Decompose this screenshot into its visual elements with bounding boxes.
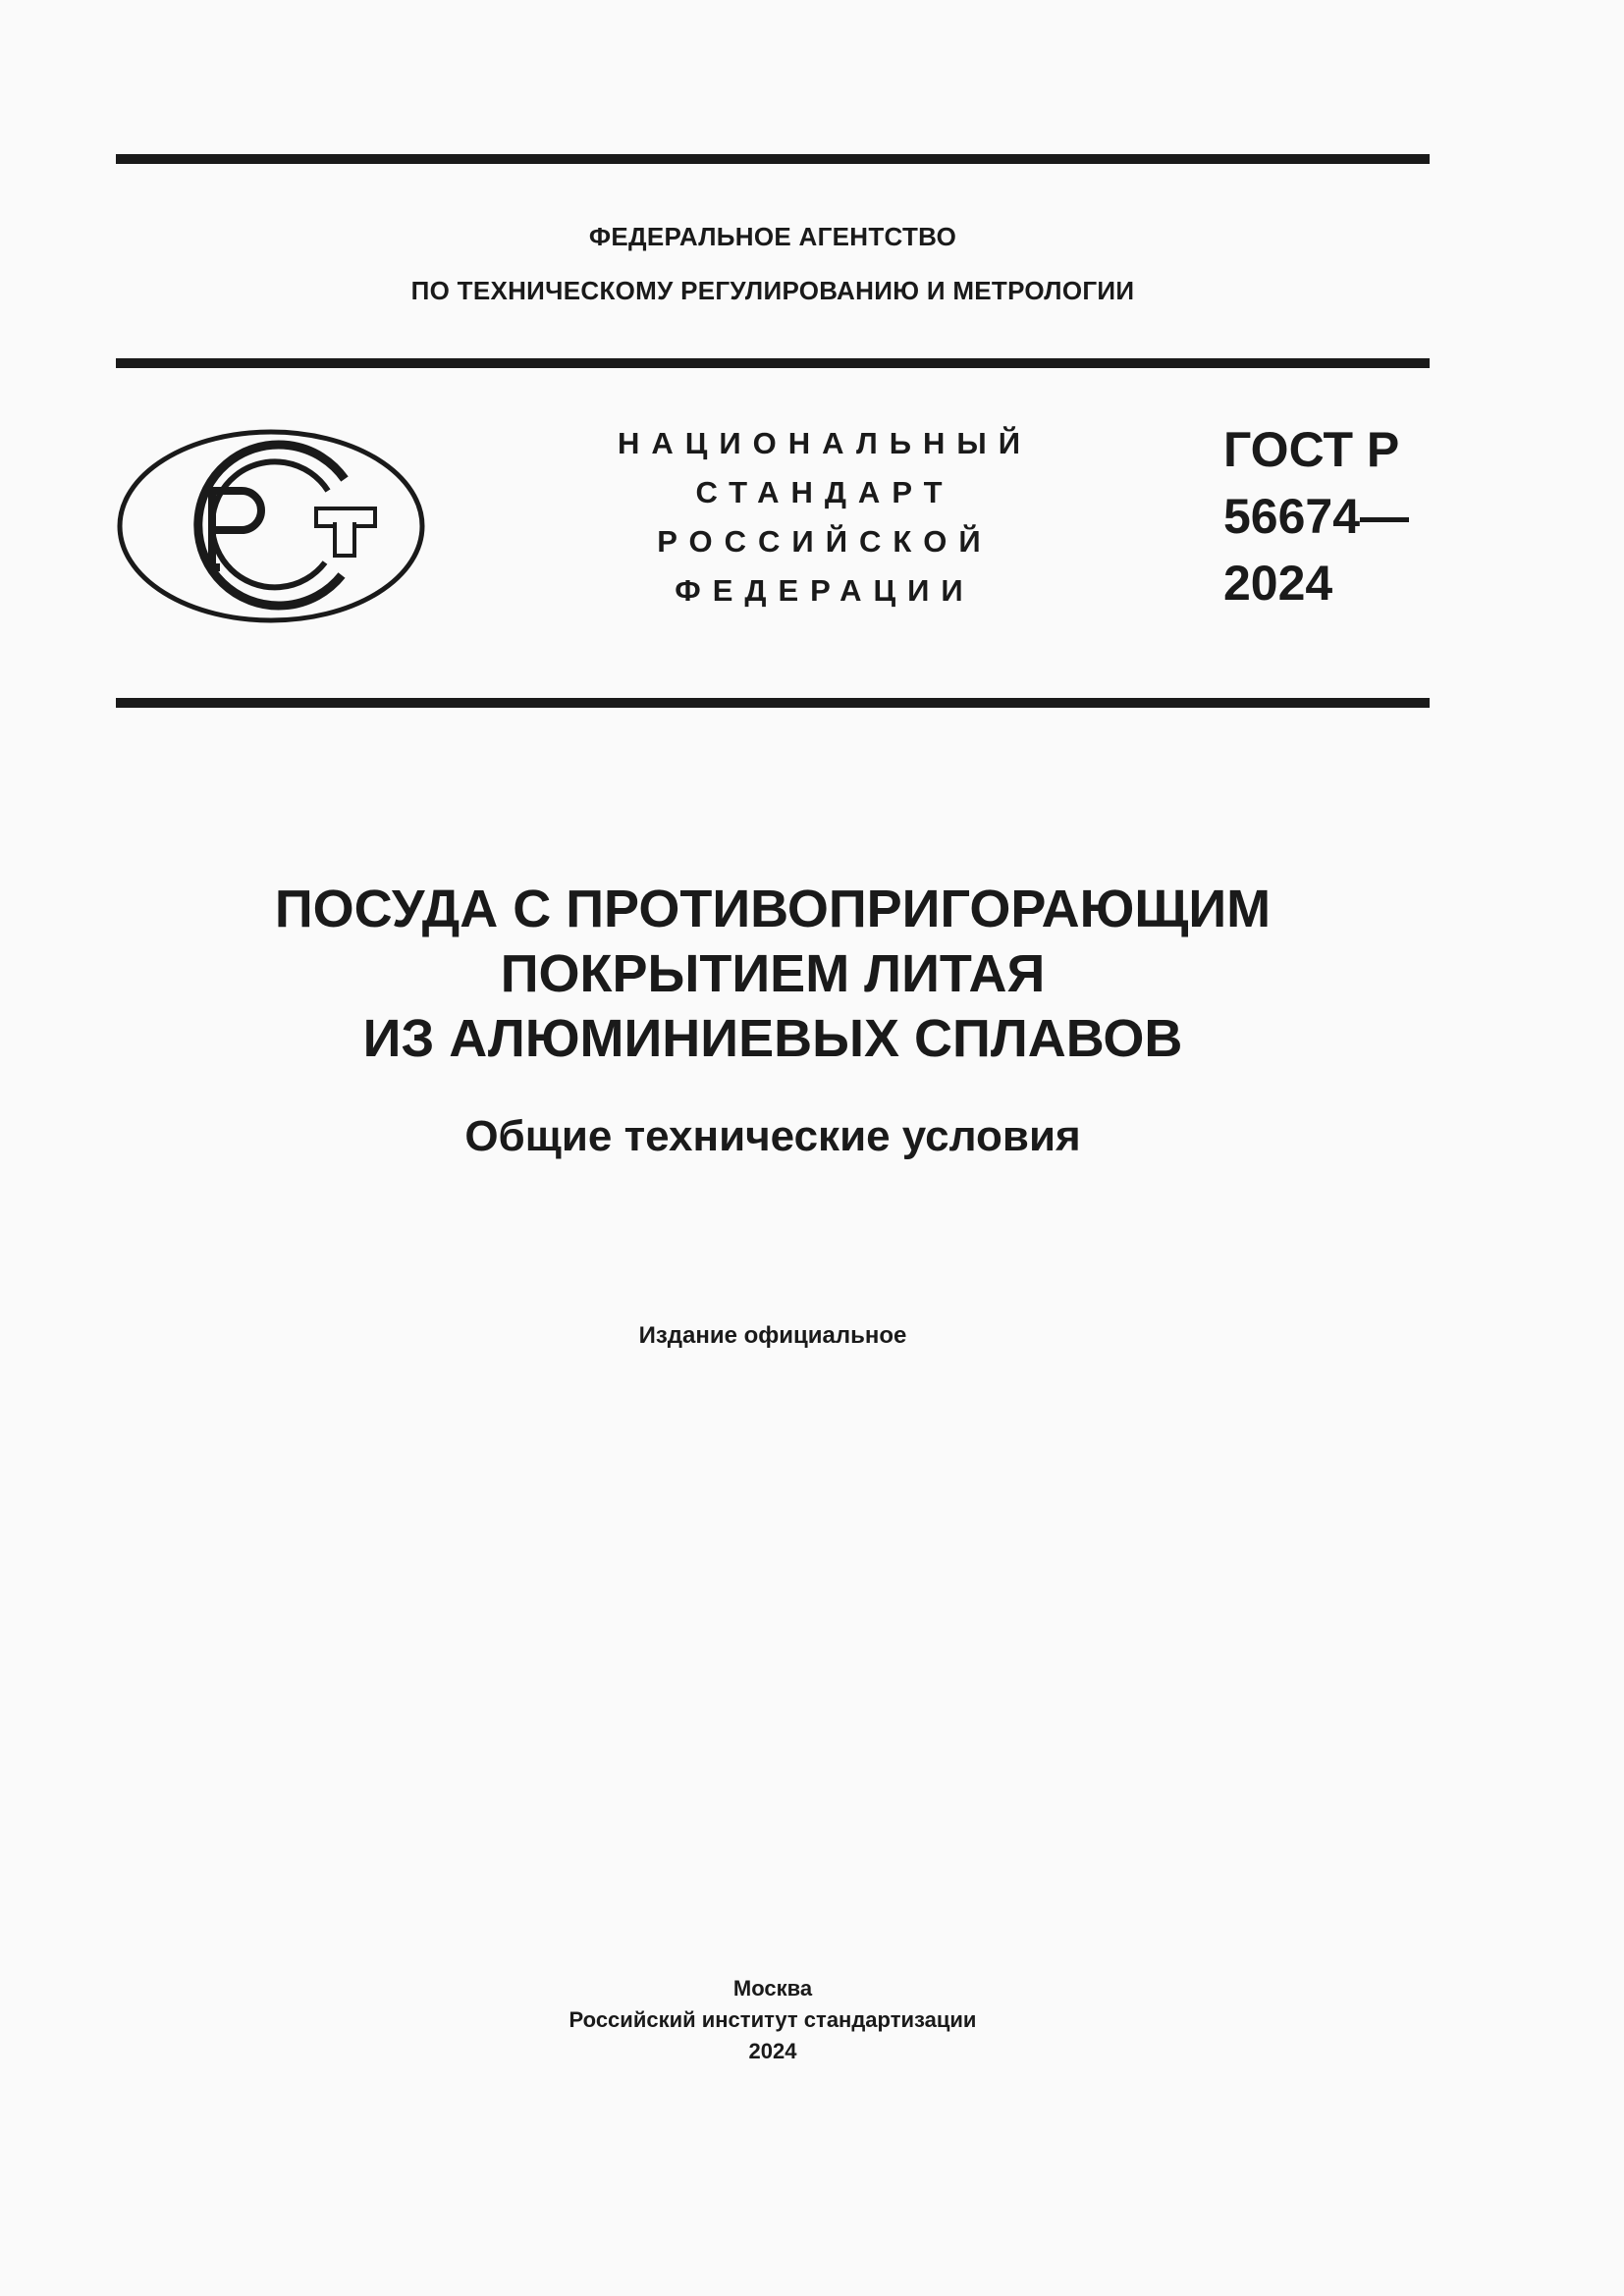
section-divider (116, 698, 1430, 708)
standard-type-line3: РОССИЙСКОЙ (657, 524, 993, 559)
rst-certification-mark-icon (116, 428, 426, 624)
publication-year: 2024 (748, 2039, 797, 2063)
edition-note: Издание официальное (638, 1322, 907, 1349)
document-subtitle: Общие технические условия (464, 1112, 1081, 1160)
agency-name-line2: ПО ТЕХНИЧЕСКОМУ РЕГУЛИРОВАНИЮ И МЕТРОЛОГИИ (410, 276, 1135, 305)
agency-name-line1: ФЕДЕРАЛЬНОЕ АГЕНТСТВО (588, 222, 957, 251)
top-divider (116, 154, 1430, 164)
publisher-institute: Российский институт стандартизации (568, 2007, 977, 2032)
document-title-line1: ПОСУДА С ПРОТИВОПРИГОРАЮЩИМ (274, 880, 1272, 938)
publisher-city: Москва (732, 1976, 813, 2001)
designation-line1: ГОСТ Р (1223, 422, 1400, 477)
standard-type-line1: НАЦИОНАЛЬНЫЙ (617, 426, 1033, 460)
standard-type-line4: ФЕДЕРАЦИИ (675, 573, 975, 608)
header-divider (116, 358, 1430, 368)
standard-type-line2: СТАНДАРТ (695, 475, 954, 509)
designation-line3: 2024 (1223, 556, 1333, 611)
document-title-line3: ИЗ АЛЮМИНИЕВЫХ СПЛАВОВ (362, 1009, 1183, 1068)
document-title-line2: ПОКРЫТИЕМ ЛИТАЯ (500, 944, 1046, 1003)
designation-line2: 56674— (1223, 489, 1410, 544)
